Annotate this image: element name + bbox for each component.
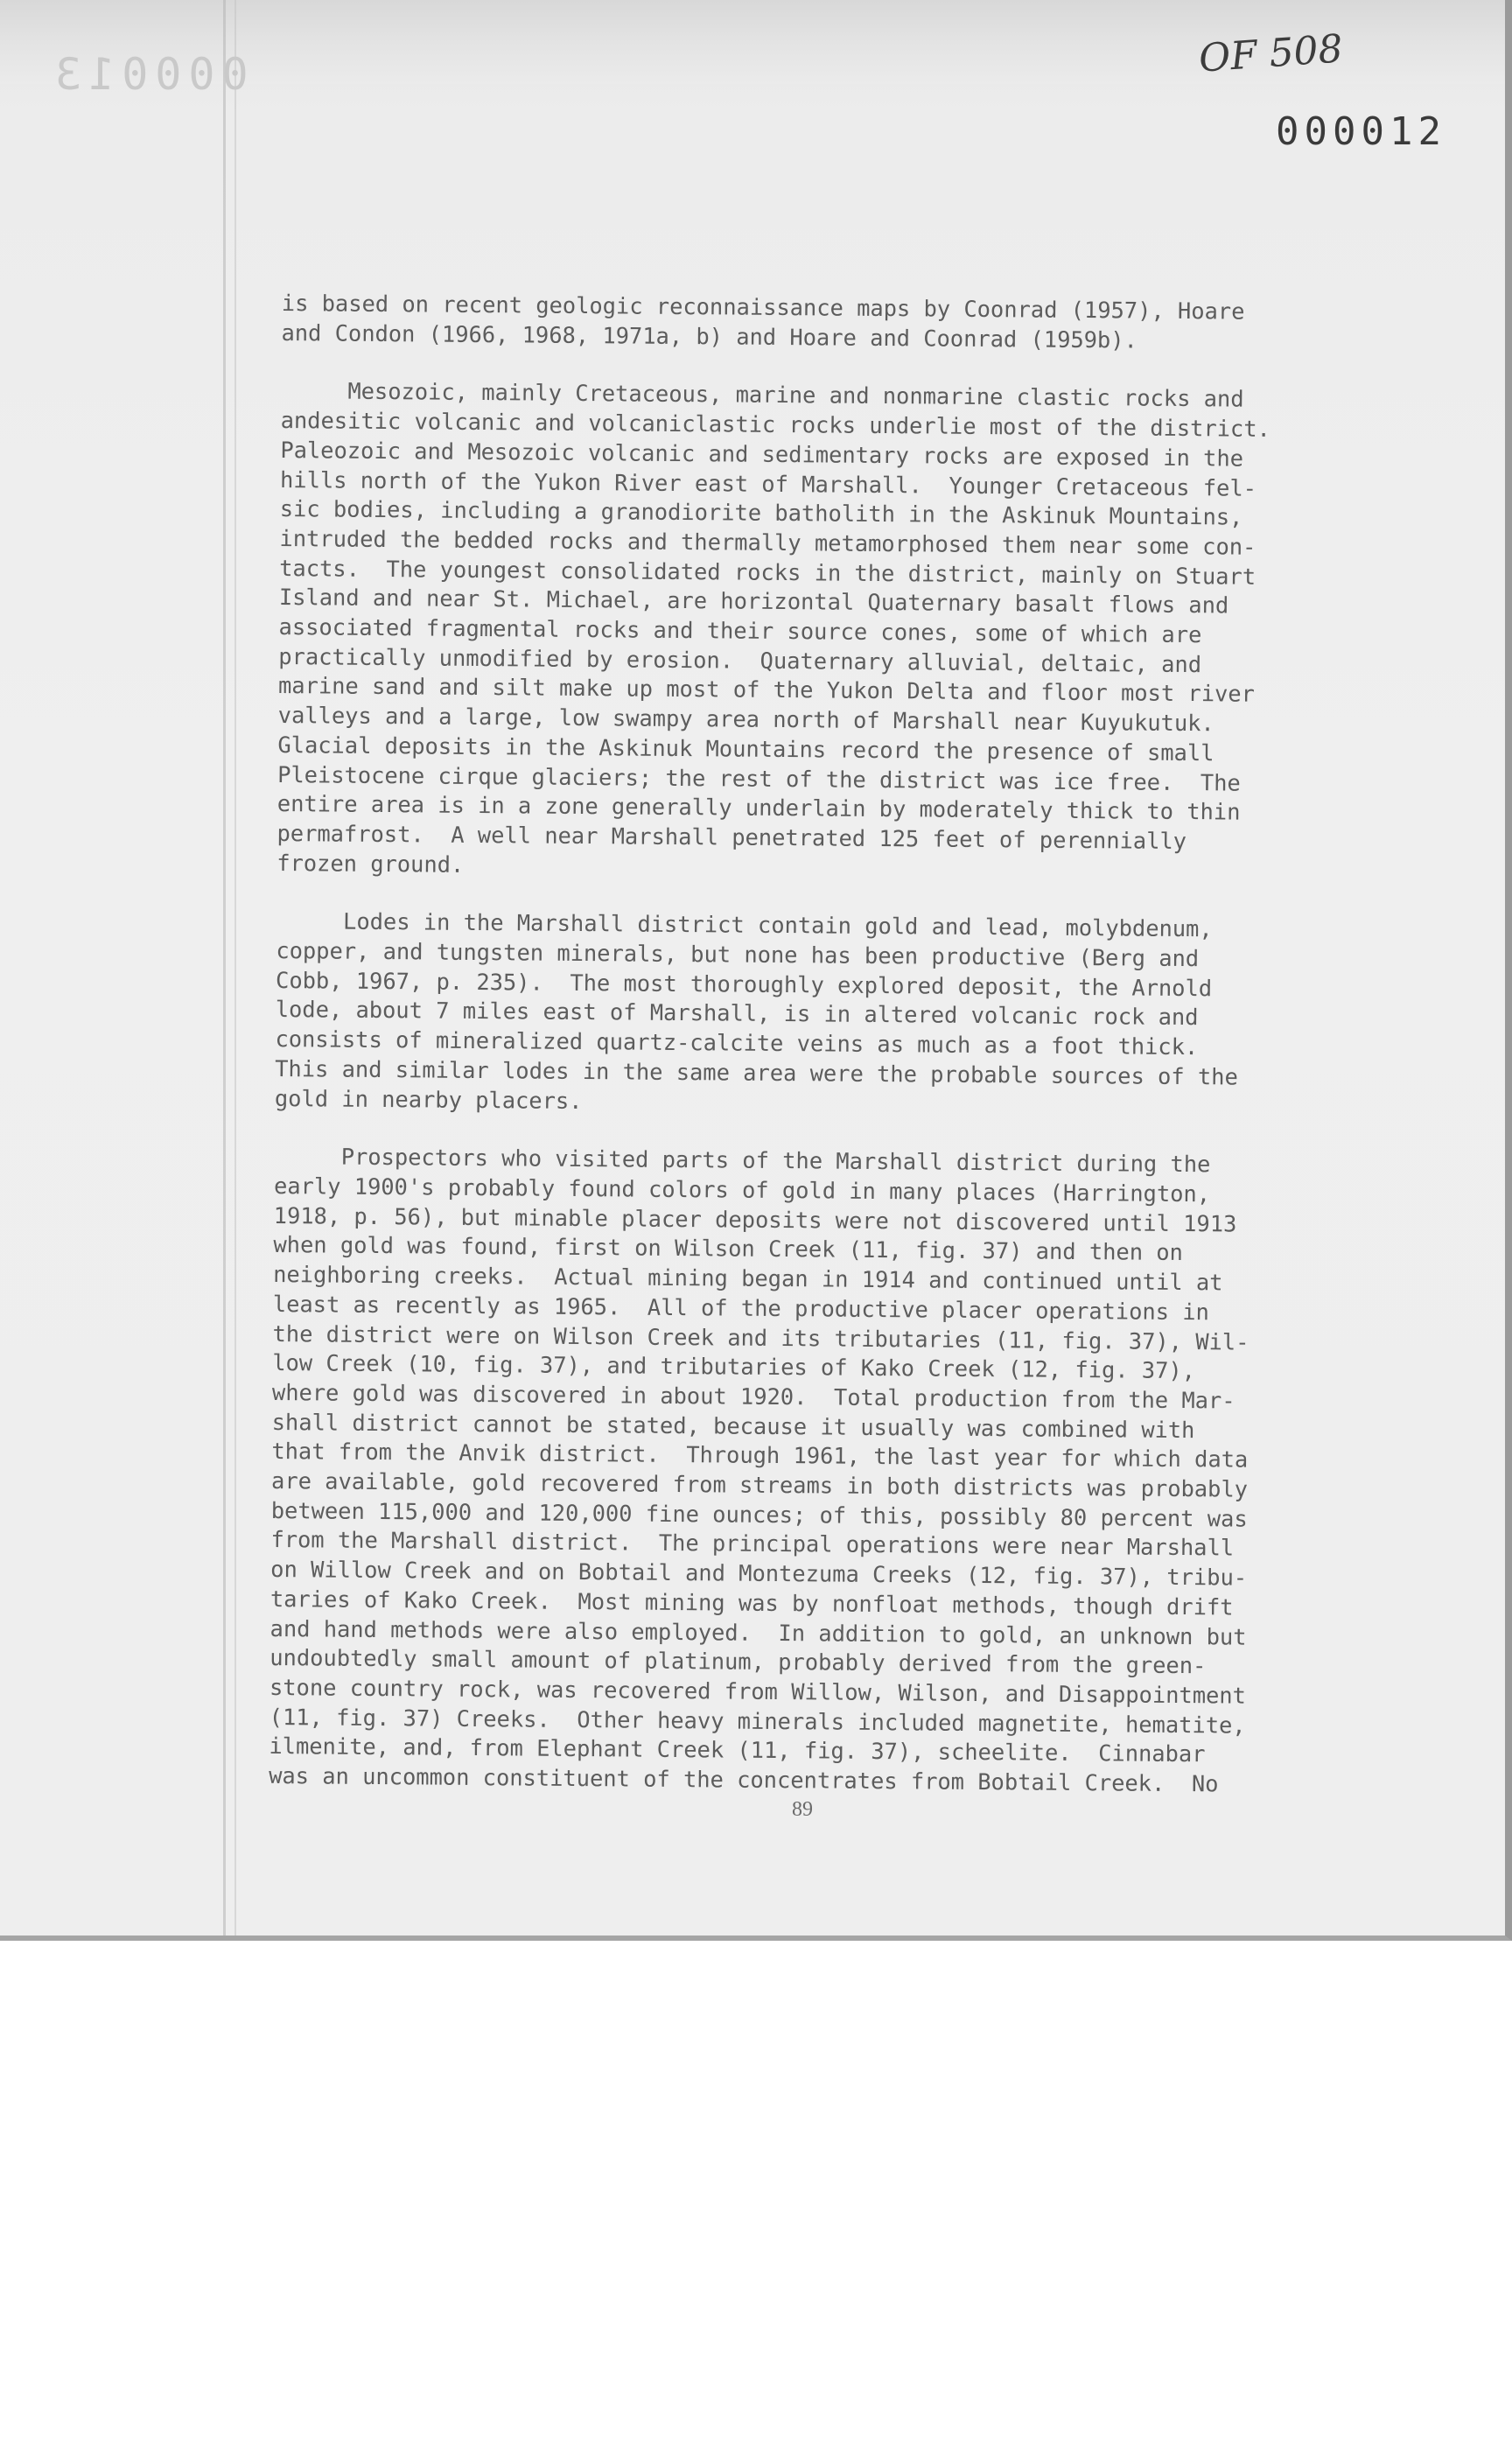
text-line: Prospectors who visited parts of the Marshall district during the xyxy=(274,1143,1211,1178)
paragraph xyxy=(281,289,1389,357)
page-fold-line xyxy=(223,0,226,1936)
text-line: consists of mineralized quartz-calcite veins as much as a foot thick. xyxy=(275,1026,1199,1060)
text-line: ilmenite, and, from Elephant Creek (11, fig. 37), scheelite. Cinnabar xyxy=(269,1732,1206,1768)
bleed-through-number: 000013 xyxy=(48,49,248,100)
text-line: copper, and tungsten minerals, but none has been productive (Berg and xyxy=(276,937,1200,972)
text-line: hills north of the Yukon River east of Marshall. Younger Cretaceous fel- xyxy=(279,466,1257,501)
text-line: Pleistocene cirque glaciers; the rest of the district was ice free. The xyxy=(277,760,1241,796)
text-line: associated fragmental rocks and their source cones, some of which are xyxy=(278,613,1202,648)
text-line: This and similar lodes in the same area were the probable sources of the xyxy=(275,1054,1238,1090)
text-line: on Willow Creek and on Bobtail and Montezuma Creeks (12, fig. 37), tribu- xyxy=(270,1556,1248,1591)
page-fold-line xyxy=(234,0,236,1936)
body-text xyxy=(269,289,1389,1830)
text-line: sic bodies, including a granodiorite batholith in the Askinuk Mountains, xyxy=(279,495,1243,530)
text-line: stone country rock, was recovered from Willow, Wilson, and Disappointment xyxy=(269,1673,1247,1709)
text-line: frozen ground. xyxy=(276,849,465,878)
text-line: and Condon (1966, 1968, 1971a, b) and Hoare and Coonrad (1959b). xyxy=(281,318,1138,354)
text-line: early 1900's probably found colors of gold in many places (Harrington, xyxy=(273,1172,1211,1208)
text-line: shall district cannot be stated, because it usually was combined with xyxy=(271,1408,1195,1443)
text-line: undoubtedly small amount of platinum, probably derived from the green- xyxy=(270,1644,1207,1679)
text-line: practically unmodified by erosion. Quaternary alluvial, deltaic, and xyxy=(278,642,1202,677)
text-line: is based on recent geologic reconnaissance maps by Coonrad (1957), Hoare xyxy=(281,289,1245,325)
text-line: tacts. The youngest consolidated rocks in the district, mainly on Stuart xyxy=(279,554,1256,590)
text-line: when gold was found, first on Wilson Creek (11, fig. 37) and then on xyxy=(273,1231,1184,1266)
text-line: are available, gold recovered from streams in both districts was probably xyxy=(270,1466,1249,1502)
paragraph xyxy=(275,906,1383,1123)
text-line: where gold was discovered in about 1920. Total production from the Mar- xyxy=(271,1378,1236,1414)
text-line: Island and near St. Michael, are horizontal Quaternary basalt flows and xyxy=(278,584,1229,619)
page-number: 89 xyxy=(792,1798,813,1821)
paragraph xyxy=(276,376,1388,887)
text-line: (11, fig. 37) Creeks. Other heavy minerals included magnetite, hematite, xyxy=(269,1703,1246,1739)
text-line: from the Marshall district. The principal operations were near Marshall xyxy=(270,1526,1235,1561)
text-line: Mesozoic, mainly Cretaceous, marine and nonmarine clastic rocks and xyxy=(280,377,1244,413)
text-line: Glacial deposits in the Askinuk Mountains record the presence of small xyxy=(277,731,1214,766)
text-line: 1918, p. 56), but minable placer deposits were not discovered until 1913 xyxy=(273,1201,1237,1237)
text-line: entire area is in a zone generally underlain by moderately thick to thin xyxy=(276,790,1241,825)
text-line: lode, about 7 miles east of Marshall, is in altered volcanic rock and xyxy=(275,996,1199,1031)
text-line: neighboring creeks. Actual mining began in 1914 and continued until at xyxy=(273,1261,1223,1296)
text-line: taries of Kako Creek. Most mining was by nonfloat methods, though drift xyxy=(270,1585,1234,1620)
text-line: intruded the bedded rocks and thermally metamorphosed them near some con- xyxy=(279,524,1256,560)
text-line: permafrost. A well near Marshall penetrated 125 feet of perennially xyxy=(276,819,1187,854)
paragraph xyxy=(269,1142,1381,1800)
text-line: low Creek (10, fig. 37), and tributaries of Kako Creek (12, fig. 37), xyxy=(272,1349,1196,1384)
text-line: Cobb, 1967, p. 235). The most thoroughly explored deposit, the Arnold xyxy=(275,966,1213,1002)
handwritten-file-number: OF 508 xyxy=(1197,26,1345,81)
text-line: andesitic volcanic and volcaniclastic rocks underlie most of the district. xyxy=(280,407,1270,442)
document-page-number: 000012 xyxy=(1276,109,1446,154)
text-line: valleys and a large, low swampy area north of Marshall near Kuyukutuk. xyxy=(277,702,1214,737)
text-line: gold in nearby placers. xyxy=(274,1084,583,1114)
text-line: that from the Anvik district. Through 1961, the last year for which data xyxy=(271,1438,1249,1473)
text-line: least as recently as 1965. All of the productive placer operations in xyxy=(272,1290,1210,1326)
text-line: the district were on Wilson Creek and its tributaries (11, fig. 37), Wil- xyxy=(272,1320,1250,1355)
text-line: Lodes in the Marshall district contain gold and lead, molybdenum, xyxy=(276,907,1213,942)
text-line: marine sand and silt make up most of the Yukon Delta and floor most river xyxy=(277,672,1256,708)
text-line: and hand methods were also employed. In addition to gold, an unknown but xyxy=(270,1614,1247,1650)
text-line: Paleozoic and Mesozoic volcanic and sedimentary rocks are exposed in the xyxy=(280,436,1244,472)
text-line: between 115,000 and 120,000 fine ounces; of this, possibly 80 percent was xyxy=(270,1496,1248,1532)
text-line: was an uncommon constituent of the concentrates from Bobtail Creek. No xyxy=(269,1761,1219,1797)
